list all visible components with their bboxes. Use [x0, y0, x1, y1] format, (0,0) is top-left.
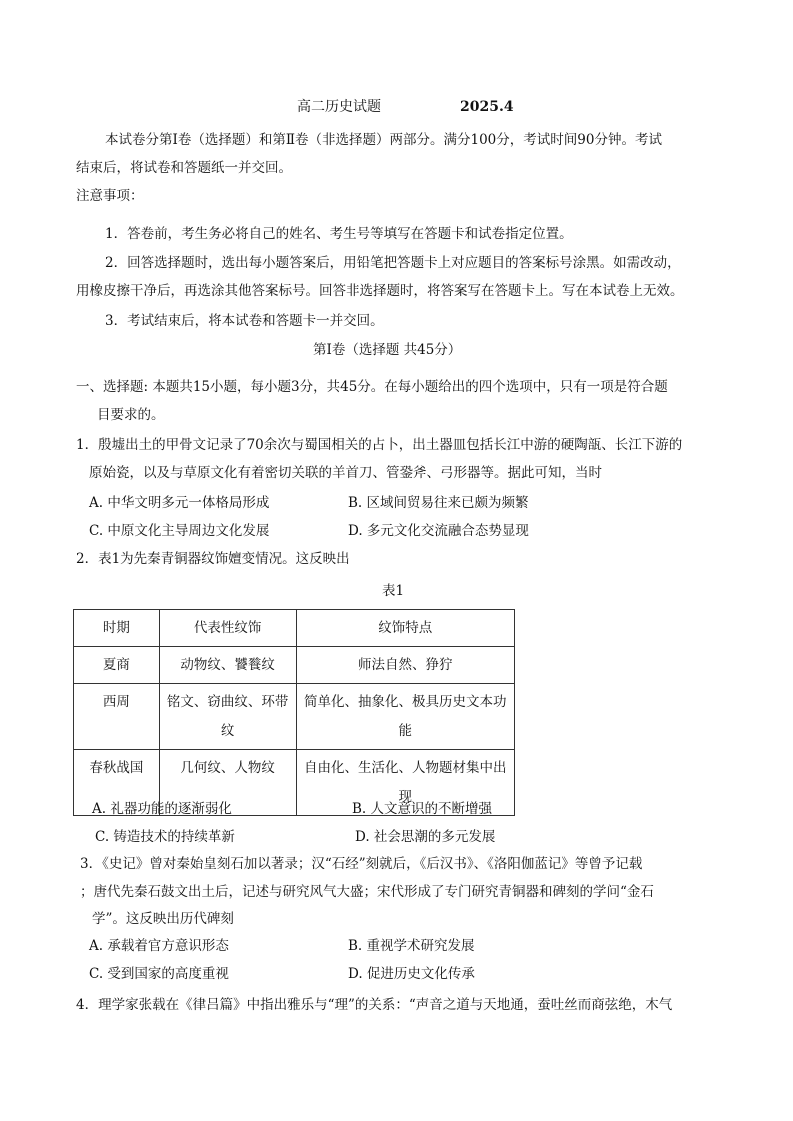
- table-cell: 春秋战国: [74, 750, 160, 816]
- q1-option-d[interactable]: D. 多元文化交流融合态势显现: [348, 523, 529, 539]
- section-desc-2: 目要求的。: [97, 407, 165, 423]
- q1-option-b[interactable]: B. 区域间贸易往来已颇为频繁: [348, 495, 529, 511]
- table-cell: 西周: [74, 684, 160, 750]
- q3-option-c[interactable]: C. 受到国家的高度重视: [89, 966, 229, 982]
- table-cell: 师法自然、狰狞: [296, 647, 514, 684]
- table-header-row: [74, 610, 515, 647]
- q3-option-d[interactable]: D. 促进历史文化传承: [348, 966, 475, 982]
- q3-option-a[interactable]: A. 承载着官方意识形态: [89, 938, 229, 954]
- table-cell: 简单化、抽象化、极具历史文本功能: [296, 684, 514, 750]
- q3-stem-line-1: 3．《史记》曾对秦始皇刻石加以著录；汉“石经”刻就后，《后汉书》、《洛阳伽蓝记》等曾予记载: [80, 856, 643, 872]
- q1-stem-line-2: 原始瓷，以及与草原文化有着密切关联的羊首刀、管銎斧、弓形器等。据此可知，当时: [89, 465, 602, 481]
- data-table: [73, 609, 515, 816]
- table-cell: 夏商: [74, 647, 160, 684]
- exam-title: 高二历史试题: [297, 99, 381, 115]
- column-header: 纹饰特点: [296, 610, 514, 647]
- q2-option-c[interactable]: C. 铸造技术的持续革新: [95, 829, 235, 845]
- notice-item-1: 1．答卷前，考生务必将自己的姓名、考生号等填写在答题卡和试卷指定位置。: [105, 226, 573, 242]
- column-header: 代表性纹饰: [159, 610, 296, 647]
- table-cell: 铭文、窃曲纹、环带纹: [159, 684, 296, 750]
- section-desc-1: 一、选择题: 本题共15小题，每小题3分，共45分。在每小题给出的四个选项中，只有一项是符合题: [76, 379, 668, 395]
- section-title: 第Ⅰ卷（选择题 共45分）: [313, 342, 462, 358]
- intro-line-2: 结束后，将试卷和答题纸一并交回。: [76, 160, 292, 176]
- notice-title: 注意事项：: [76, 188, 144, 204]
- q3-option-b[interactable]: B. 重视学术研究发展: [348, 938, 475, 954]
- q2-stem: 2．表1为先秦青铜器纹饰嬗变情况。这反映出: [76, 551, 350, 567]
- exam-date: 2025.4: [460, 99, 514, 115]
- q1-stem-line-1: 1．殷墟出土的甲骨文记录了70余次与蜀国相关的占卜，出土器皿包括长江中游的硬陶瓿、长江下游的: [76, 437, 683, 453]
- notice-item-3: 3．考试结束后，将本试卷和答题卡一并交回。: [105, 313, 384, 329]
- q3-stem-line-3: 学”。这反映出历代碑刻: [92, 911, 234, 927]
- table-cell: 自由化、生活化、人物题材集中出现: [296, 750, 514, 816]
- q1-option-c[interactable]: C. 中原文化主导周边文化发展: [89, 523, 270, 539]
- notice-item-2b: 用橡皮擦干净后，再选涂其他答案标号。回答非选择题时，将答案写在答题卡上。写在本试卷上无效。: [76, 283, 684, 299]
- q2-option-a[interactable]: A. 礼器功能的逐渐弱化: [92, 801, 232, 817]
- intro-line-1: 本试卷分第Ⅰ卷（选择题）和第Ⅱ卷（非选择题）两部分。满分100分，考试时间90分钟。考试: [105, 132, 662, 148]
- table-row: [74, 647, 515, 684]
- column-header: 时期: [74, 610, 160, 647]
- table-row: [74, 684, 515, 750]
- q2-option-b[interactable]: B. 人文意识的不断增强: [352, 801, 493, 817]
- table-cell: 动物纹、饕餮纹: [159, 647, 296, 684]
- q2-option-d[interactable]: D. 社会思潮的多元发展: [355, 829, 496, 845]
- q4-stem-line-1: 4．理学家张载在《律吕篇》中指出雅乐与“理”的关系：“声音之道与天地通，蚕吐丝而商弦绝，木气: [76, 997, 673, 1013]
- table-cell: 几何纹、人物纹: [159, 750, 296, 816]
- q1-option-a[interactable]: A. 中华文明多元一体格局形成: [89, 495, 270, 511]
- q3-stem-line-2: ；唐代先秦石鼓文出土后，记述与研究风气大盛；宋代形成了专门研究青铜器和碑刻的学问“金石: [80, 884, 654, 900]
- notice-item-2a: 2．回答选择题时，选出每小题答案后，用铅笔把答题卡上对应题目的答案标号涂黑。如需改动，: [105, 255, 681, 271]
- table-caption: 表1: [382, 583, 405, 599]
